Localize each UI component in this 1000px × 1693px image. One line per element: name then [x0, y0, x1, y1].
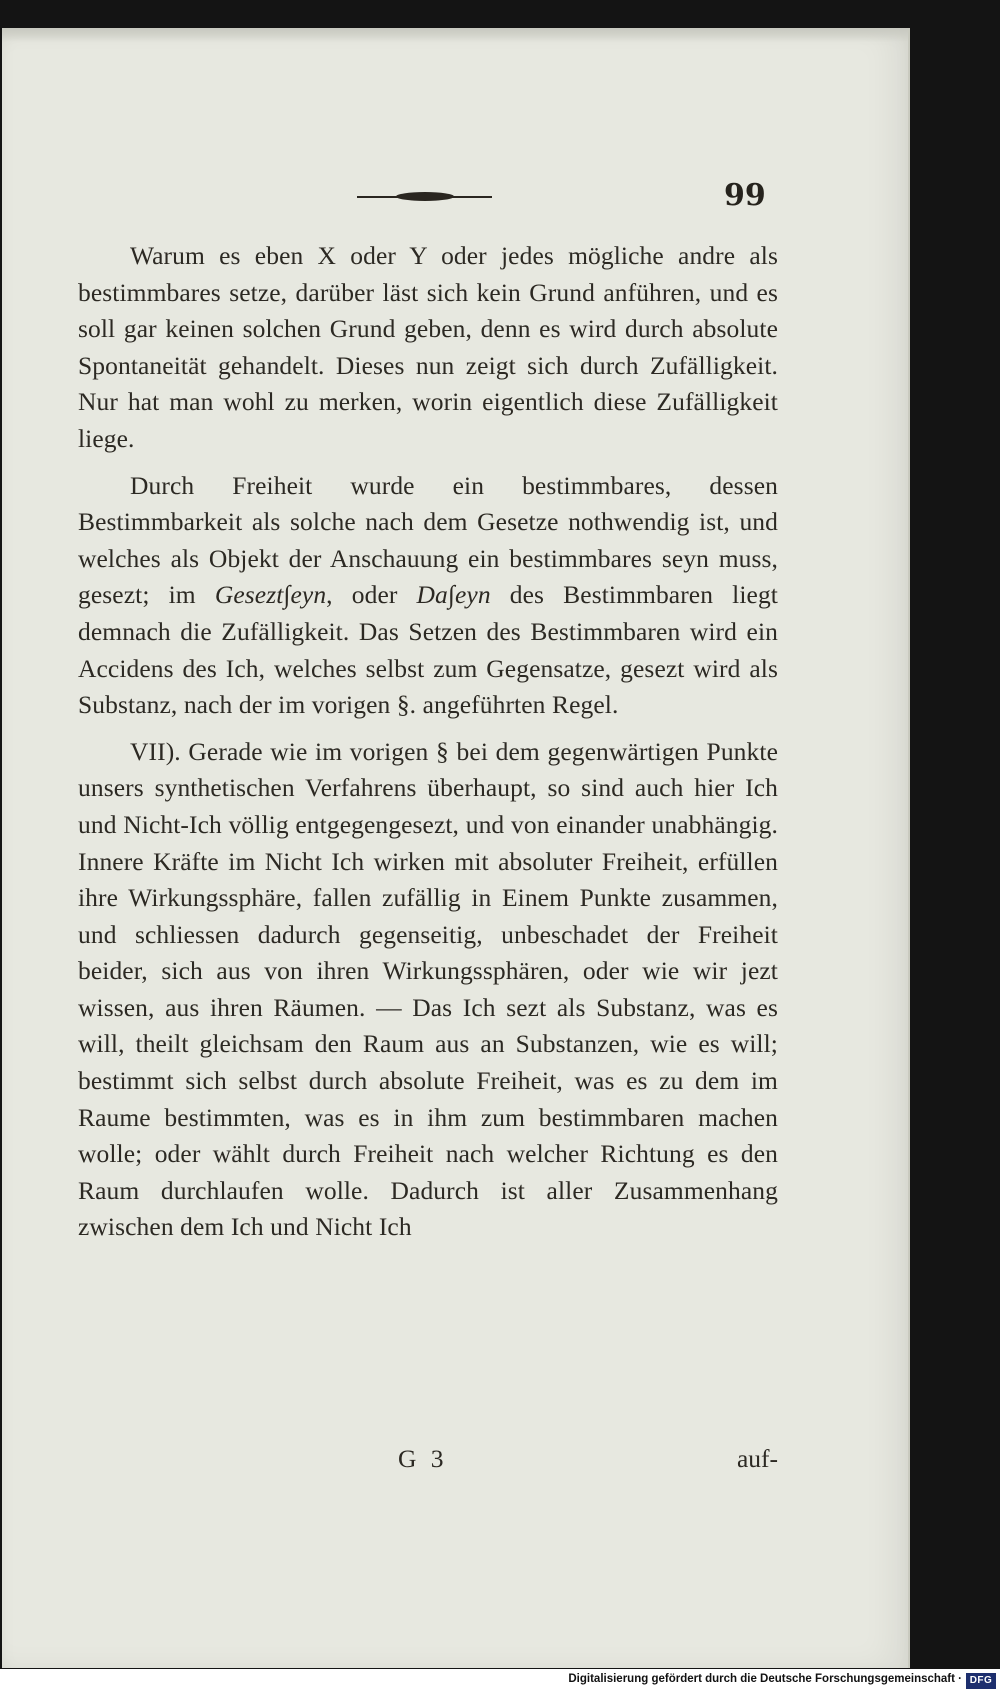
emphasis-gesezt-seyn: Gesezt∫eyn	[214, 580, 327, 610]
emphasis-daseyn: Da∫eyn	[416, 580, 491, 610]
credit-text: Digitalisierung gefördert durch die Deutsche Forschungsgemeinschaft ·	[568, 1673, 962, 1685]
paragraph-2-text-c: des Bestimmbaren liegt demnach die Zufälligkeit. Das Setzen des Bestimmbaren wird ein Accidens des Ich, welches selbst zum Gegensatze, gesezt wird als Substanz, nach der im vorigen §. angeführten Regel.	[78, 580, 778, 720]
paragraph-2	[78, 468, 778, 724]
signature-mark: G 3	[398, 1444, 448, 1473]
body-text	[78, 238, 778, 1256]
page-header	[2, 178, 908, 218]
paragraph-1: Warum es eben X oder Y oder jedes mögliche andre als bestimmbares setze, darüber läst sich kein Grund anführen, und es soll gar keinen solchen Grund geben, denn es wird durch absolute Spontaneität gehandelt. Dieses nun zeigt sich durch Zufälligkeit. Nur hat man wohl zu merken, worin eigentlich diese Zufälligkeit liege.	[78, 241, 778, 453]
page-number: 99	[724, 178, 766, 213]
page-footer	[78, 1444, 778, 1484]
credit-bar	[0, 1669, 1000, 1693]
dfg-logo-icon: DFG	[966, 1673, 996, 1689]
paragraph-3: VII). Gerade wie im vorigen § bei dem gegenwärtigen Punkte unsers synthetischen Verfahrens überhaupt, so sind auch hier Ich und Nicht-Ich völlig entgegengesezt, und von einander unabhängig. Innere Kräfte im Nicht Ich wirken mit absoluter Freiheit, erfüllen ihre Wirkungssphäre, fallen zufällig in Einem Punkte zusammen, und schliessen dadurch gegenseitig, unbeschadet der Freiheit beider, sich aus von ihren Wirkungssphären, oder wie wir jezt wissen, aus ihren Räumen. — Das Ich sezt als Substanz, was es will, theilt gleichsam den Raum aus an Substanzen, wie es will; bestimmt sich selbst durch absolute Freiheit, was es zu dem im Raume bestimmten, was es in ihm zum bestimmbaren machen wolle; oder wählt durch Freiheit nach welcher Richtung es den Raum durchlaufen wolle. Dadurch ist aller Zusammenhang zwischen dem Ich und Nicht Ich	[78, 736, 778, 1242]
paragraph-2-text-b: , oder	[326, 580, 417, 610]
catchword: auf-	[736, 1444, 778, 1473]
book-page	[2, 28, 910, 1668]
paragraph-2-text-a: Durch Freiheit wurde ein bestimmbares, dessen Bestimmbarkeit als solche nach dem Gesetze nothwendig ist, und welches als Objekt der Anschauung ein bestimmbares seyn muss, gesezt; im	[78, 470, 778, 610]
header-ornament	[396, 192, 454, 201]
page-edge-shadow	[2, 28, 908, 42]
